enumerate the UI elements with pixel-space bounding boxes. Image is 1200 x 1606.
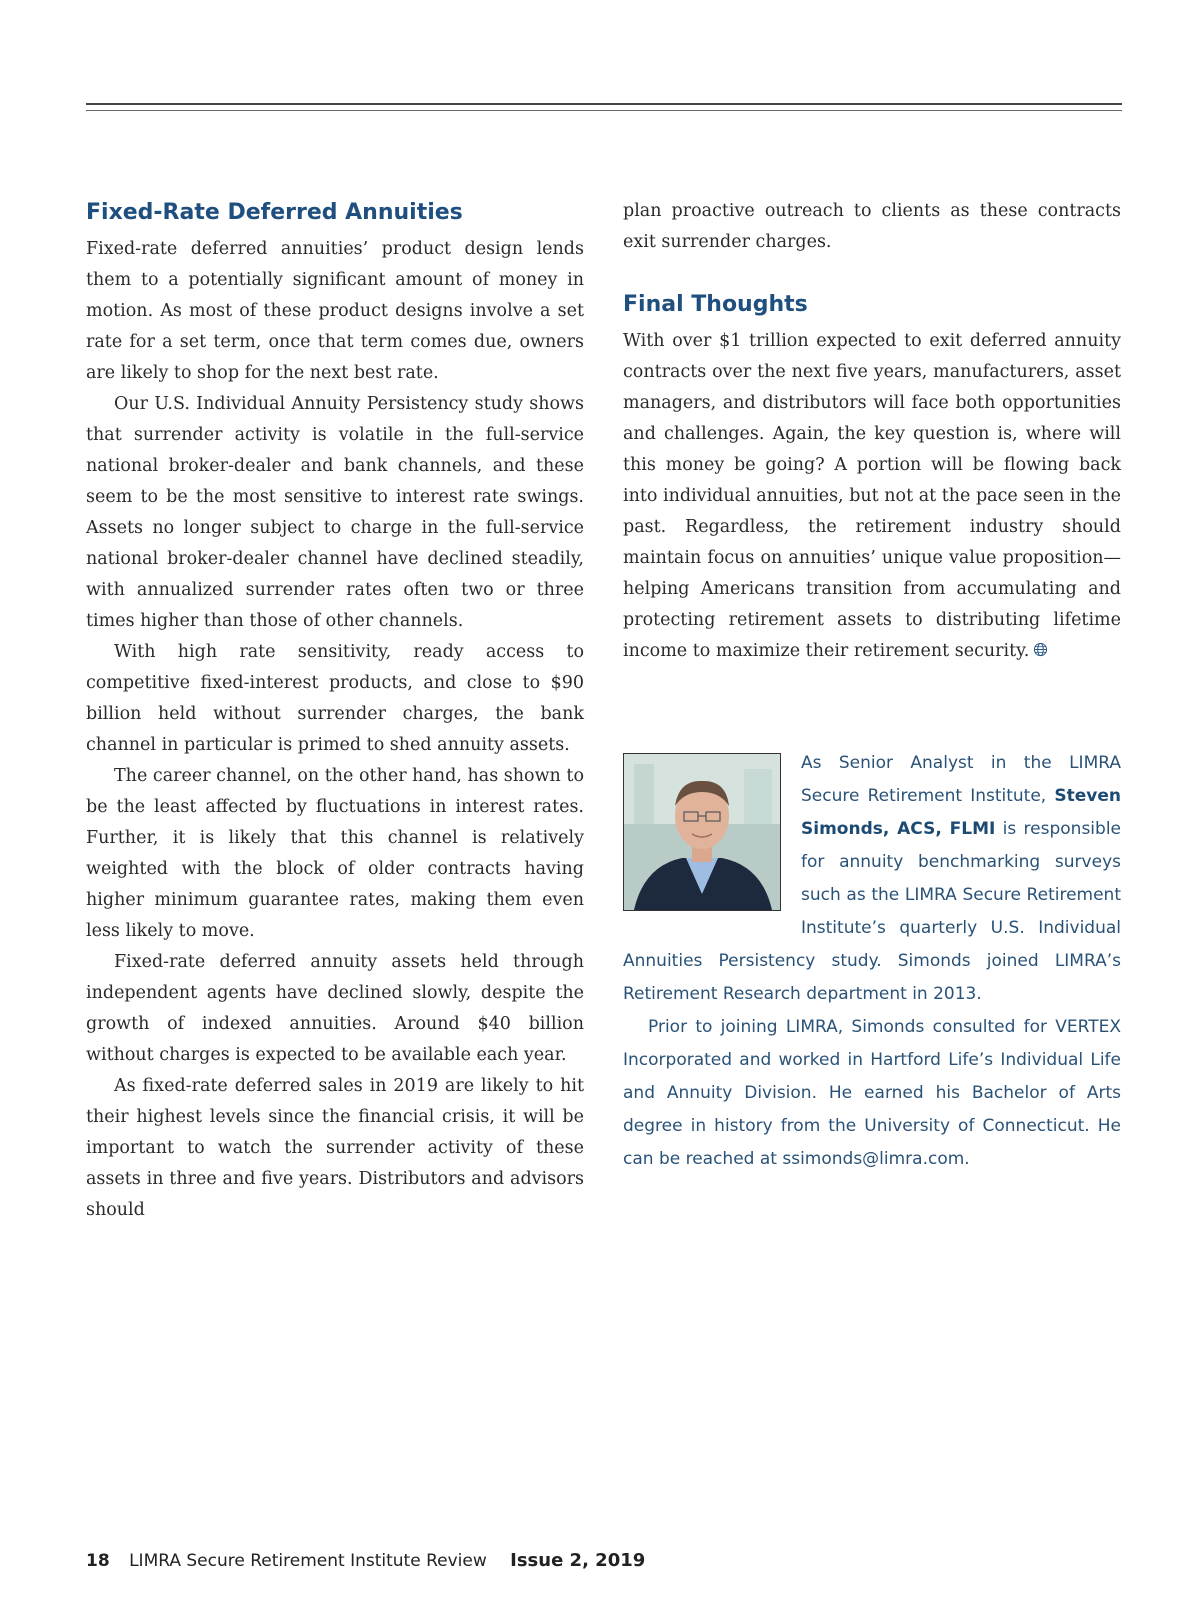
paragraph-continuation: plan proactive outreach to clients as these contracts exit surrender charges. xyxy=(623,201,1121,252)
author-photo xyxy=(623,753,781,911)
publication-title: LIMRA Secure Retirement Institute Review xyxy=(129,1551,487,1571)
paragraph: The career channel, on the other hand, has shown to be the least affected by fluctuations in interest rates. Further, it is likely that this channel is relatively weighted with the block of older contracts having higher minimum guarantee rates, making them even less likely to move. xyxy=(86,766,584,941)
final-thoughts-text: With over $1 trillion expected to exit deferred annuity contracts over the next five years, manufacturers, asset managers, and distributors will face both opportunities and challenges. Again, the key question is, where will this money be going? A portion will be flowing back into individual annuities, but not at the pace seen in the past. Regardless, the retirement industry should maintain focus on annuities’ unique value proposition—helping Americans transition from accumulating and protecting retirement assets to distributing lifetime income to maximize their retirement security. xyxy=(623,331,1121,661)
page-number: 18 xyxy=(86,1551,110,1571)
paragraph: As fixed-rate deferred sales in 2019 are likely to hit their highest levels since the financial crisis, it will be important to watch the surrender activity of these assets in three and five years. Distributors and advisors should xyxy=(86,1076,584,1220)
section-heading-final-thoughts: Final Thoughts xyxy=(623,292,808,317)
bio-rest: is responsible for annuity benchmarking surveys such as the LIMRA Secure Retirement Institute’s quarterly U.S. Individual Annuities Persistency study. Simonds joined LIMRA’s Retirement Research department in 2013. xyxy=(623,819,1121,1004)
final-thoughts-paragraph xyxy=(623,326,1121,667)
globe-end-icon xyxy=(1033,642,1048,657)
author-name: Steven Simonds, ACS, FLMI xyxy=(801,786,1121,839)
left-column xyxy=(86,196,584,1226)
paragraph: Our U.S. Individual Annuity Persistency study shows that surrender activity is volatile in the full-service national broker-dealer and bank channels, and these seem to be the most sensitive to interest rate swings. Assets no longer subject to charge in the full-service national broker-dealer channel have declined steadily, with annualized surrender rates often two or three times higher than those of other channels. xyxy=(86,394,584,631)
author-bio xyxy=(623,747,1121,1176)
paragraph: Fixed-rate deferred annuity assets held through independent agents have declined slowly, despite the growth of indexed annuities. Around $40 billion without charges is expected to be available each year. xyxy=(86,952,584,1065)
page-footer xyxy=(86,1550,645,1571)
right-column xyxy=(623,196,1121,1176)
paragraph: With high rate sensitivity, ready access to competitive fixed-interest products, and close to $90 billion held without surrender charges, the bank channel in particular is primed to shed annuity assets. xyxy=(86,642,584,755)
issue-label: Issue 2, 2019 xyxy=(510,1550,646,1571)
bio-intro: As Senior Analyst in the LIMRA Secure Retirement Institute, xyxy=(801,753,1121,806)
author-portrait-image xyxy=(624,754,780,910)
paragraph: Fixed-rate deferred annuities’ product design lends them to a potentially significant amount of money in motion. As most of these product designs involve a set rate for a set term, once that term comes due, owners are likely to shop for the next best rate. xyxy=(86,239,584,383)
top-double-rule xyxy=(86,103,1122,111)
section-heading-fixed-rate: Fixed-Rate Deferred Annuities xyxy=(86,200,463,225)
bio-paragraph-2: Prior to joining LIMRA, Simonds consulted for VERTEX Incorporated and worked in Hartford Life’s Individual Life and Annuity Division. He earned his Bachelor of Arts degree in history from the University of Connecticut. He can be reached at ssimonds@limra.com. xyxy=(623,1017,1121,1169)
